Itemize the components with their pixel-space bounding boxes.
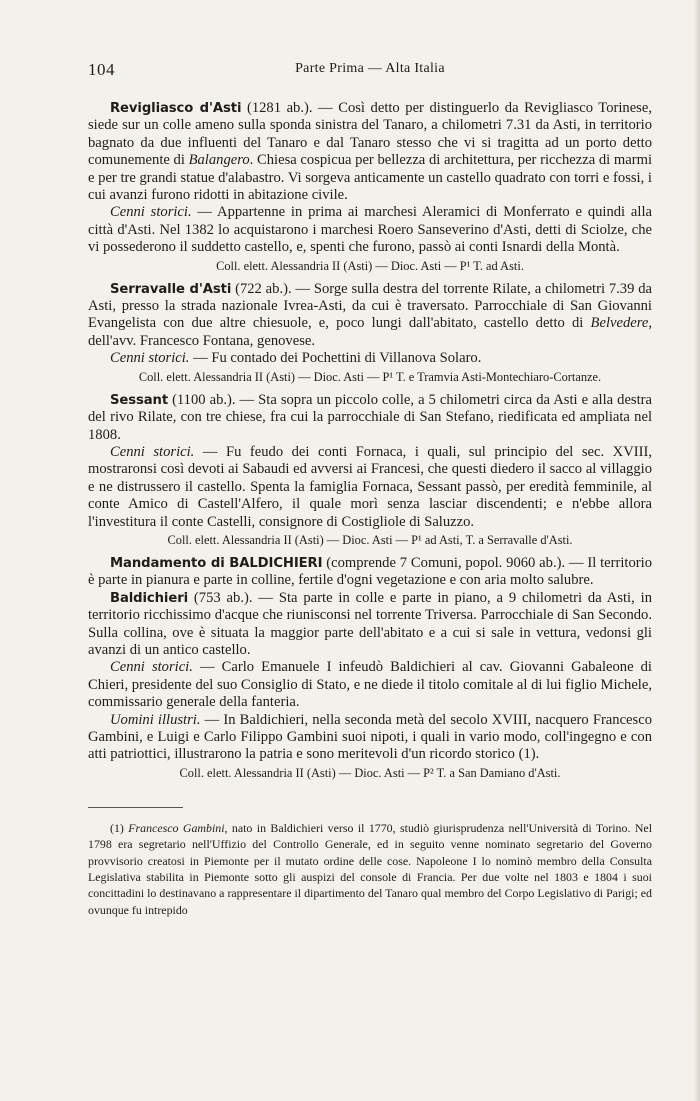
- page-number: 104: [88, 60, 115, 79]
- page-body: [88, 100, 652, 918]
- history-sessant: [88, 444, 652, 531]
- collegio-line: Coll. elett. Alessandria II (Asti) — Dioc. Asti — P¹ ad Asti, T. a Serravalle d'Asti.: [167, 532, 573, 547]
- section-text: — Appartenne in prima ai marchesi Aleramici di Monferrato e quindi alla città d'Asti. Nel 1382 lo acquistarono i marchesi Roero Sanseverino d'Asti, detti di Sciolze, che vi possederono il suddetto castello, e, spenti che furono, passò ai conti Isnardi della Montà.: [88, 204, 652, 256]
- entry-sessant: [88, 392, 652, 444]
- entry-headword: Baldichieri: [110, 590, 189, 606]
- history-revigliasco: [88, 204, 652, 256]
- running-title: Parte Prima — Alta Italia: [295, 61, 445, 76]
- illustri-text: — In Baldichieri, nella seconda metà del secolo XVIII, nacquero Francesco Gambini, e Luigi e Carlo Filippo Gambini suoi nipoti, i quali in vario modo, coll'ingegno e con atti patriottici, illustrarono la patria e sono meritevoli d'un ricordo storico (1).: [88, 711, 652, 763]
- page-edge-shadow: [694, 0, 700, 1101]
- footnote-marker: (1): [110, 820, 129, 835]
- collegio-line: Coll. elett. Alessandria II (Asti) — Dioc. Asti — P¹ T. e Tramvia Asti-Montechiaro-Cortanze.: [138, 369, 602, 384]
- entry-text: (753 ab.). — Sta parte in colle e parte in piano, a 9 chilometri da Asti, in territorio ricchissimo d'acque che riunisconsi nel torrente Triversa. Parrocchiale di San Secondo. Sulla collina, ove è situata la maggior parte dell'abitato e a cui si sale in vettura, vedonsi gli avanzi di un antico castello.: [88, 589, 652, 658]
- section-text: — Carlo Emanuele I infeudò Baldichieri al cav. Giovanni Gabaleone di Chieri, presidente del suo Consiglio di Stato, e ne diede il titolo comitale al di lui figlio Michele, commissario generale della fanteria.: [88, 659, 652, 711]
- entry-text: (722 ab.). — Sorge sulla destra del torrente Rilate, a chilometri 7.39 da Asti, presso la strada nazionale Ivrea-Asti, da cui è traversato. Parrocchiale di San Giovanni Evangelista con due altre chiesuole, e, poco lungi dall'abitato, castello detto di: [88, 280, 653, 332]
- footnote-text: , nato in Baldichieri verso il 1770, studiò giurisprudenza nell'Università di Torino. Nel 1798 era segretario nell'Uffizio del Controllo Generale, ed in seguito venne nominato segretario del Governo provvisorio creatosi in Piemonte per il mutato ordine delle cose. Napoleone I lo nominò membro della Consulta Legislativa stabilita in Piemonte sotto gli auspizi del console di Francia. Per due volte nel 1803 e 1804 i suoi concittadini lo destinavano a rappresentare il dipartimento del Tanaro qual membro del Corpo Legislativo di Parigi; ed ovunque fu intrepido: [88, 820, 652, 917]
- footnote-name: Francesco Gambini: [128, 820, 225, 835]
- entry-headword: Revigliasco d'Asti: [110, 101, 242, 116]
- entry-revigliasco: [88, 100, 652, 204]
- history-serravalle: [88, 350, 652, 367]
- footnote-rule: [88, 807, 183, 808]
- illustri-label: Uomini illustri.: [110, 711, 201, 728]
- section-text: — Fu contado dei Pochettini di Villanova Solaro.: [189, 350, 482, 367]
- footnote: [88, 820, 652, 918]
- collegio-line: Coll. elett. Alessandria II (Asti) — Dioc. Asti — P¹ T. ad Asti.: [216, 258, 524, 273]
- section-label: Cenni storici.: [110, 204, 192, 221]
- section-label: Cenni storici.: [110, 350, 190, 367]
- entry-text: (1100 ab.). — Sta sopra un piccolo colle, a 5 chilometri circa da Asti e alla destra del rivo Rilate, con tre chiese, fra cui la parrocchiale di San Stefano, riedificata ed ampliata nel 1808.: [88, 391, 652, 443]
- section-label: Cenni storici.: [110, 659, 193, 676]
- section-label: Cenni storici.: [110, 443, 195, 460]
- mandamento-text: (comprende 7 Comuni, popol. 9060 ab.). — Il territorio è parte in pianura e parte in colline, fertile d'ogni vegetazione e con aria molto salubre.: [88, 554, 652, 589]
- mandamento-baldichieri: [88, 555, 652, 590]
- mandamento-heading: Mandamento di BALDICHIERI: [110, 555, 323, 571]
- entry-headword: Sessant: [110, 392, 169, 408]
- entry-baldichieri: [88, 590, 652, 660]
- history-baldichieri: [88, 659, 652, 711]
- page-header: [88, 60, 652, 80]
- entry-serravalle: [88, 281, 652, 351]
- entry-italic: Belvedere: [590, 315, 649, 332]
- section-text: — Fu feudo dei conti Fornaca, i quali, sul principio del sec. XVIII, mostraronsi così devoti ai Sabaudi ed avversi ai Francesi, che questi diedero il sacco al villaggio e ne distrussero il castello. Spenta la famiglia Fornaca, Sessant passò, per eredità femminile, al conte Amico di Castell'Alfero, il quale morì senza lasciar discendenti; e n'ebbe allora l'investitura il conte Castelli, consignore di Costigliole di Saluzzo.: [88, 443, 652, 530]
- entry-text-end: . Chiesa cospicua per bellezza di architettura, per ricchezza di marmi e per tre grandi statue d'alabastro. Vi sorgeva anticamente un castello quadrato con torri e fossi, i cui avanzi furono ridotti in abitazione civile.: [88, 152, 652, 204]
- illustri-baldichieri: [88, 712, 652, 764]
- entry-text: (1281 ab.). — Così detto per distinguerlo da Revigliasco Torinese, siede sur un colle ameno sulla sponda sinistra del Tanaro, a chilometri 7.31 da Asti, in territorio bagnato da due influenti del Tanaro e dal Tanaro stesso che vi si tragitta ad un porto detto comunemente di: [88, 100, 652, 169]
- entry-text-end: , dell'avv. Francesco Fontana, genovese.: [88, 315, 652, 349]
- entry-italic: Balangero: [188, 152, 250, 169]
- collegio-line: Coll. elett. Alessandria II (Asti) — Dioc. Asti — P² T. a San Damiano d'Asti.: [179, 765, 561, 780]
- entry-headword: Serravalle d'Asti: [110, 281, 232, 297]
